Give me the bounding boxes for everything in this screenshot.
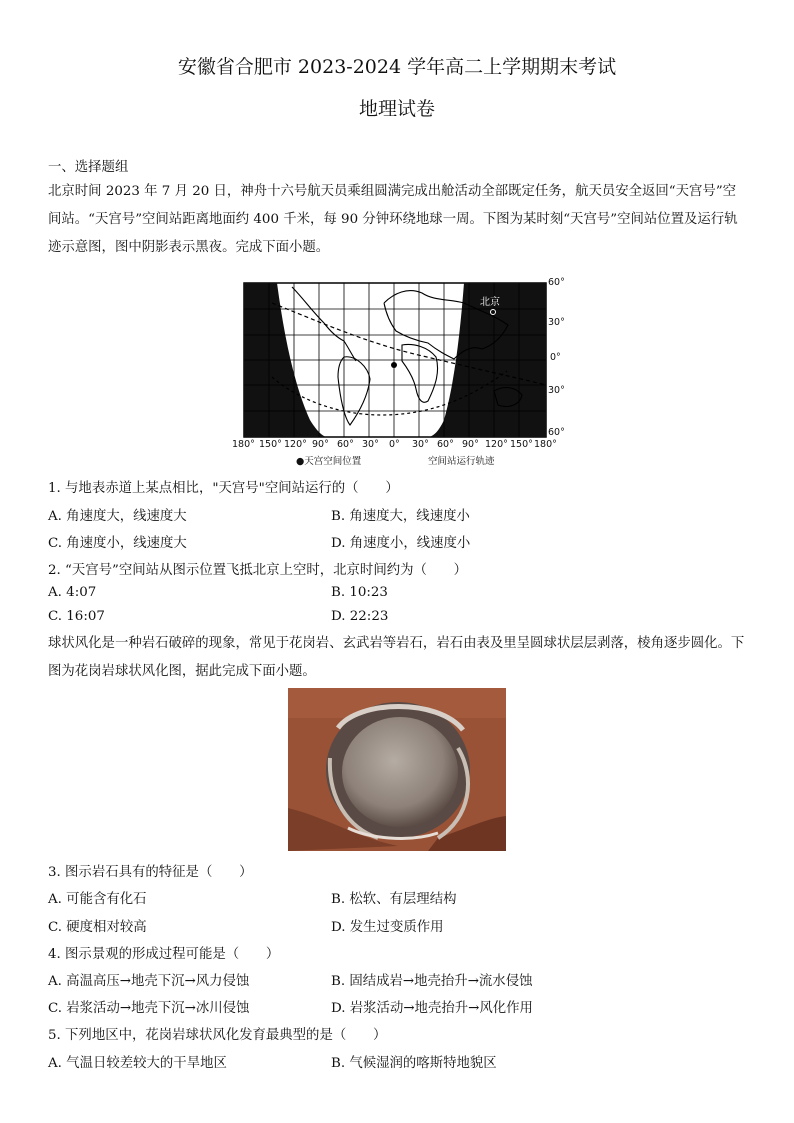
lon-label: 120° [485,439,508,450]
question-5-stem: 5. 下列地区中，花岗岩球状风化发育最典型的是（ ） [48,1028,387,1043]
question-2-stem: 2. “天宫号”空间站从图示位置飞抵北京上空时，北京时间约为（ ） [48,563,468,578]
beijing-label: 北京 [480,297,500,308]
question-2-option-c: C. 16:07 [48,609,105,624]
question-3-stem: 3. 图示岩石具有的特征是（ ） [48,865,253,880]
question-3-option-a: A. 可能含有化石 [48,892,147,907]
granite-spheroidal-weathering-photo [288,688,506,851]
legend-station-position: ●天宫空间位置 [296,456,362,467]
lon-label: 180° [232,439,255,450]
question-1-option-a: A. 角速度大，线速度大 [48,509,187,524]
exam-title: 安徽省合肥市 2023-2024 学年高二上学期期末考试 [177,56,617,78]
lon-label: 30° [362,439,379,450]
question-1-option-c: C. 角速度小，线速度大 [48,536,187,551]
section-heading: 一、选择题组 [48,160,129,175]
question-4-option-c: C. 岩浆活动→地壳下沉→冰川侵蚀 [48,1001,250,1016]
exam-subtitle: 地理试卷 [358,98,435,120]
question-4-option-b: B. 固结成岩→地壳抬升→流水侵蚀 [331,974,533,989]
question-3-option-c: C. 硬度相对较高 [48,920,147,935]
lat-label-60s: 60° [548,427,565,438]
question-5-option-b: B. 气候湿润的喀斯特地貌区 [331,1056,497,1071]
orbit-map-figure [232,275,565,470]
passage-2: 球状风化是一种岩石破碎的现象，常见于花岗岩、玄武岩等岩石，岩石由表及里呈圆球状层层剥落，棱角逐步圆化。下图为花岗岩球状风化图，据此完成下面小题。 [48,636,745,679]
question-2-option-a: A. 4:07 [48,585,97,600]
lat-label-30n: 30° [548,317,565,328]
lat-label-30s: 30° [548,385,565,396]
lat-label-0: 0° [550,352,561,363]
lon-label: 30° [412,439,429,450]
question-4-option-d: D. 岩浆活动→地壳抬升→风化作用 [331,1001,533,1016]
legend-orbit-path: 空间站运行轨迹 [428,456,495,467]
question-1-stem: 1. 与地表赤道上某点相比，"天宫号"空间站运行的（ ） [48,481,399,496]
lon-label: 90° [312,439,329,450]
question-3-option-d: D. 发生过变质作用 [331,920,444,935]
lon-label: 150° [259,439,282,450]
passage-1: 北京时间 2023 年 7 月 20 日，神舟十六号航天员乘组圆满完成出舱活动全部既定任务，航天员安全返回“天宫号”空间站。“天宫号”空间站距离地面约 400 千米，每 90 分钟环绕地球一周。下图为某时刻“天宫号”空间站位置及运行轨迹示意图，图中阴影表示黑夜。完成下面小题。 [48,184,738,255]
lon-label: 60° [437,439,454,450]
lon-label: 120° [284,439,307,450]
question-5-option-a: A. 气温日较差较大的干旱地区 [48,1056,227,1071]
question-2-option-d: D. 22:23 [331,609,389,624]
lat-label-60n: 60° [548,277,565,288]
lon-label: 150° [510,439,533,450]
lon-label: 60° [337,439,354,450]
lon-label: 0° [389,439,400,450]
lon-label: 180° [534,439,557,450]
question-4-stem: 4. 图示景观的形成过程可能是（ ） [48,947,280,962]
question-2-option-b: B. 10:23 [331,585,388,600]
lon-label: 90° [462,439,479,450]
question-1-option-b: B. 角速度大，线速度小 [331,509,470,524]
question-1-option-d: D. 角速度小，线速度小 [331,536,471,551]
question-4-option-a: A. 高温高压→地壳下沉→风力侵蚀 [48,974,250,989]
question-3-option-b: B. 松软、有层理结构 [331,892,457,907]
